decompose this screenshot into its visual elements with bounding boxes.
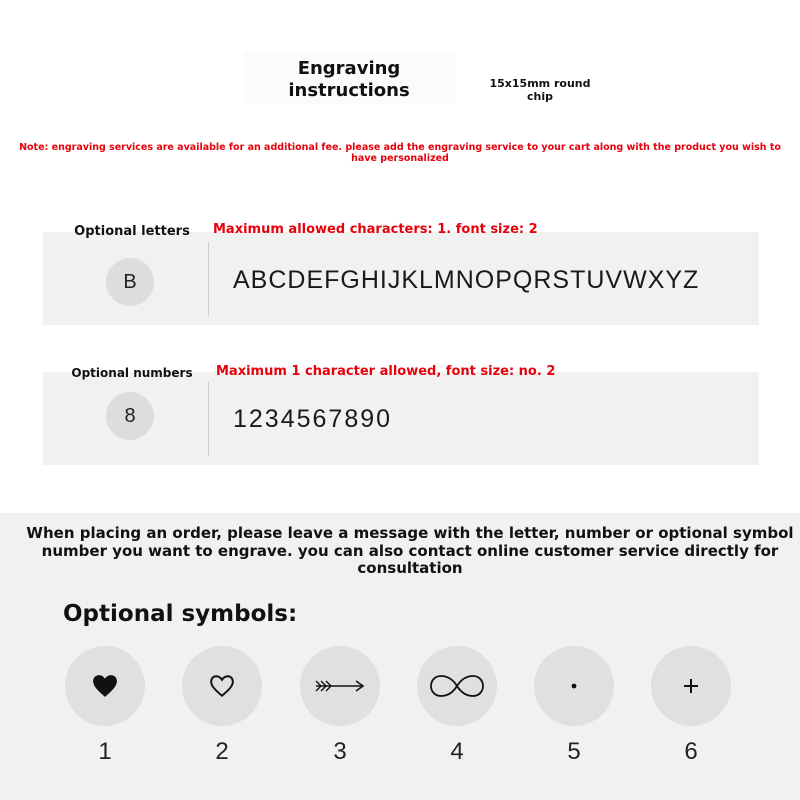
arrow-icon [314,678,366,694]
letters-max-note: Maximum allowed characters: 1. font size: 2 [213,222,538,237]
number-sample-circle [106,392,154,440]
numbers-label: Optional numbers [71,366,193,380]
page-title [243,58,455,102]
letter-sample: B [123,270,137,293]
letters-divider [208,242,209,316]
symbol-2-circle [182,646,262,726]
heart-outline-icon [209,674,235,698]
dot-icon [570,682,578,690]
title-line-1: Engraving [297,58,401,79]
infinity-icon [429,674,485,698]
chip-spec-line-1: 15x15mm round [489,77,591,90]
symbol-1-circle [65,646,145,726]
order-message: When placing an order, please leave a message with the letter, number or optional symbol number you want to engrave. you can also contact online customer service directly for consultation [26,524,794,577]
symbol-3-number: 3 [333,738,347,765]
chip-spec-line-2: chip [527,90,553,103]
letter-sample-circle [106,258,154,306]
letters-charset: ABCDEFGHIJKLMNOPQRSTUVWXYZ [233,266,700,294]
symbol-6-circle [651,646,731,726]
title-line-2: instructions [288,80,410,101]
plus-icon [682,677,700,695]
symbol-6-number: 6 [684,738,698,765]
numbers-max-note: Maximum 1 character allowed, font size: no. 2 [216,364,556,379]
symbols-title: Optional symbols: [63,601,298,627]
number-sample: 8 [124,404,136,427]
symbol-3-circle [300,646,380,726]
symbol-5-number: 5 [567,738,581,765]
chip-spec [470,77,610,103]
numbers-charset: 1234567890 [233,405,393,433]
symbol-4-number: 4 [450,738,464,765]
symbol-4-circle [417,646,497,726]
symbol-2-number: 2 [215,738,229,765]
letters-label: Optional letters [74,224,190,239]
symbol-5-circle [534,646,614,726]
fee-note: Note: engraving services are available for an additional fee. please add the engraving service to your cart along with the product you wish to have personalized [19,142,781,164]
heart-filled-icon [92,674,118,698]
numbers-divider [208,382,209,456]
symbol-1-number: 1 [98,738,112,765]
